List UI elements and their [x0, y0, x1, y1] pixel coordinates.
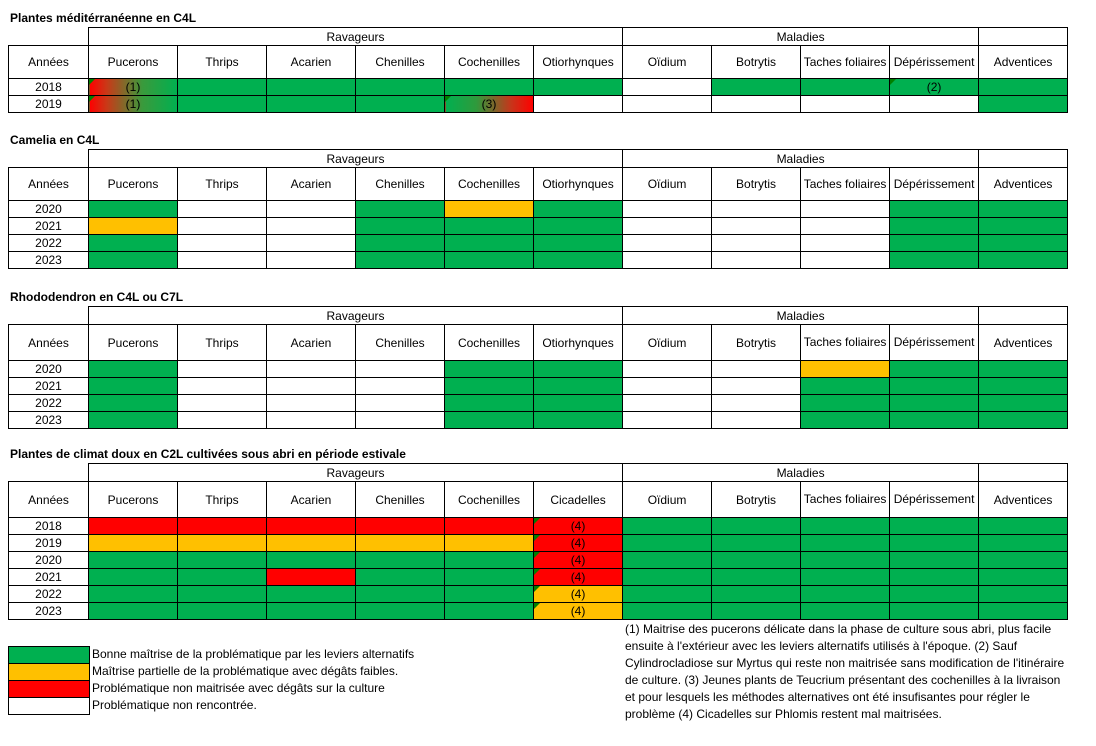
status-cell	[712, 552, 801, 569]
group-header-blank	[979, 307, 1068, 325]
status-cell	[178, 395, 267, 412]
section-title: Plantes méditérranéenne en C4L	[10, 11, 197, 25]
status-cell	[801, 378, 890, 395]
column-header-annees: Années	[9, 46, 89, 79]
table-row	[9, 412, 1068, 429]
status-cell	[623, 569, 712, 586]
column-header-deperissement: Dépérissement	[890, 46, 979, 79]
status-cell	[445, 361, 534, 378]
status-cell	[267, 412, 356, 429]
status-cell	[979, 252, 1068, 269]
footnote-marker: (4)	[570, 553, 586, 567]
status-cell	[356, 395, 445, 412]
column-header-botrytis: Botrytis	[712, 168, 801, 201]
column-header-cochenilles: Cochenilles	[445, 168, 534, 201]
status-cell	[534, 201, 623, 218]
status-cell	[890, 201, 979, 218]
column-header-cochenilles: Cochenilles	[445, 325, 534, 361]
status-cell	[89, 412, 178, 429]
status-cell	[89, 378, 178, 395]
year-cell: 2023	[9, 603, 89, 620]
group-header-ravageurs: Ravageurs	[89, 150, 623, 168]
footnote-marker: (4)	[570, 519, 586, 533]
table-row	[9, 569, 1068, 586]
status-cell	[890, 252, 979, 269]
status-cell	[356, 586, 445, 603]
status-cell	[267, 395, 356, 412]
status-cell	[267, 535, 356, 552]
status-cell	[979, 535, 1068, 552]
status-cell	[979, 412, 1068, 429]
status-cell	[178, 412, 267, 429]
column-header-acarien: Acarien	[267, 46, 356, 79]
year-cell: 2023	[9, 412, 89, 429]
legend-swatch	[8, 697, 90, 715]
column-header-oidium: Oïdium	[623, 168, 712, 201]
year-cell: 2019	[9, 535, 89, 552]
column-header-oidium: Oïdium	[623, 325, 712, 361]
table-row	[9, 586, 1068, 603]
status-cell	[801, 535, 890, 552]
status-cell	[89, 518, 178, 535]
table-row	[9, 79, 1068, 96]
column-header-pucerons: Pucerons	[89, 325, 178, 361]
legend-swatch	[8, 646, 90, 664]
status-cell	[445, 252, 534, 269]
group-header-maladies: Maladies	[623, 150, 979, 168]
status-cell	[979, 201, 1068, 218]
footnote-marker: (4)	[570, 604, 586, 618]
status-cell	[712, 518, 801, 535]
year-cell: 2019	[9, 96, 89, 113]
status-cell	[356, 378, 445, 395]
status-cell	[801, 218, 890, 235]
year-cell: 2022	[9, 586, 89, 603]
status-cell	[979, 395, 1068, 412]
status-cell	[890, 79, 979, 96]
year-cell: 2022	[9, 395, 89, 412]
status-cell	[712, 535, 801, 552]
status-cell	[178, 552, 267, 569]
status-cell	[534, 603, 623, 620]
status-cell	[267, 361, 356, 378]
status-cell	[801, 518, 890, 535]
column-header-cicadelles: Cicadelles	[534, 482, 623, 518]
status-cell	[712, 235, 801, 252]
status-cell	[801, 201, 890, 218]
status-cell	[534, 586, 623, 603]
year-cell: 2020	[9, 552, 89, 569]
status-cell	[267, 603, 356, 620]
group-header-maladies: Maladies	[623, 464, 979, 482]
status-cell	[623, 378, 712, 395]
table-row	[9, 603, 1068, 620]
column-header-otiorhynques: Otiorhynques	[534, 325, 623, 361]
status-cell	[623, 96, 712, 113]
status-cell	[623, 552, 712, 569]
status-cell	[445, 569, 534, 586]
status-cell	[890, 235, 979, 252]
status-cell	[979, 218, 1068, 235]
column-header-botrytis: Botrytis	[712, 325, 801, 361]
status-cell	[712, 586, 801, 603]
status-cell	[534, 569, 623, 586]
status-cell	[445, 235, 534, 252]
status-cell	[267, 586, 356, 603]
year-cell: 2020	[9, 201, 89, 218]
column-header-oidium: Oïdium	[623, 46, 712, 79]
status-cell	[178, 535, 267, 552]
status-cell	[623, 218, 712, 235]
column-header-pucerons: Pucerons	[89, 482, 178, 518]
status-cell	[89, 569, 178, 586]
section-title: Rhododendron en C4L ou C7L	[10, 290, 184, 304]
status-cell	[801, 603, 890, 620]
status-cell	[534, 361, 623, 378]
status-cell	[801, 569, 890, 586]
legend-label: Problématique non rencontrée.	[92, 698, 257, 712]
column-header-thrips: Thrips	[178, 482, 267, 518]
column-header-annees: Années	[9, 482, 89, 518]
legend-swatch	[8, 663, 90, 681]
status-cell	[267, 79, 356, 96]
status-table	[8, 27, 1068, 113]
status-cell	[534, 552, 623, 569]
status-cell	[267, 518, 356, 535]
column-header-acarien: Acarien	[267, 325, 356, 361]
status-cell	[178, 378, 267, 395]
status-cell	[979, 569, 1068, 586]
column-header-otiorhynques: Otiorhynques	[534, 46, 623, 79]
year-cell: 2023	[9, 252, 89, 269]
status-cell	[356, 96, 445, 113]
status-cell	[534, 235, 623, 252]
status-cell	[712, 201, 801, 218]
status-cell	[89, 235, 178, 252]
footnote-marker: (1)	[125, 97, 141, 111]
column-header-acarien: Acarien	[267, 168, 356, 201]
status-cell	[623, 395, 712, 412]
status-cell	[356, 552, 445, 569]
status-cell	[890, 378, 979, 395]
year-cell: 2018	[9, 518, 89, 535]
status-cell	[712, 252, 801, 269]
status-cell	[267, 252, 356, 269]
status-cell	[445, 412, 534, 429]
status-cell	[356, 79, 445, 96]
year-cell: 2022	[9, 235, 89, 252]
status-cell	[267, 552, 356, 569]
status-cell	[445, 586, 534, 603]
group-header-blank	[979, 464, 1068, 482]
status-cell	[356, 361, 445, 378]
status-cell	[178, 235, 267, 252]
status-cell	[534, 518, 623, 535]
status-cell	[623, 586, 712, 603]
column-header-taches: Taches foliaires	[801, 482, 890, 518]
legend-label: Bonne maîtrise de la problématique par les leviers alternatifs	[92, 647, 415, 661]
status-cell	[712, 603, 801, 620]
table-row	[9, 252, 1068, 269]
status-cell	[712, 412, 801, 429]
status-cell	[623, 603, 712, 620]
status-cell	[623, 201, 712, 218]
section-title: Plantes de climat doux en C2L cultivées sous abri en période estivale	[10, 447, 406, 461]
status-cell	[623, 79, 712, 96]
group-header-ravageurs: Ravageurs	[89, 28, 623, 46]
column-header-botrytis: Botrytis	[712, 46, 801, 79]
status-cell	[445, 201, 534, 218]
status-cell	[712, 378, 801, 395]
status-cell	[890, 586, 979, 603]
group-header-blank	[979, 150, 1068, 168]
status-cell	[356, 518, 445, 535]
status-cell	[890, 518, 979, 535]
status-cell	[801, 552, 890, 569]
table-row	[9, 518, 1068, 535]
status-cell	[89, 552, 178, 569]
header-spacer	[9, 307, 89, 325]
status-cell	[979, 79, 1068, 96]
status-cell	[979, 518, 1068, 535]
legend-swatch	[8, 680, 90, 698]
status-cell	[890, 603, 979, 620]
group-header-ravageurs: Ravageurs	[89, 307, 623, 325]
footnote-marker: (4)	[570, 536, 586, 550]
status-cell	[801, 361, 890, 378]
status-cell	[445, 518, 534, 535]
column-header-taches: Taches foliaires	[801, 168, 890, 201]
status-cell	[801, 412, 890, 429]
column-header-taches: Taches foliaires	[801, 325, 890, 361]
status-cell	[623, 361, 712, 378]
year-cell: 2021	[9, 569, 89, 586]
status-cell	[445, 552, 534, 569]
status-cell	[89, 201, 178, 218]
column-header-otiorhynques: Otiorhynques	[534, 168, 623, 201]
column-header-thrips: Thrips	[178, 168, 267, 201]
status-cell	[534, 96, 623, 113]
table-row	[9, 552, 1068, 569]
status-cell	[979, 552, 1068, 569]
legend-label: Maîtrise partielle de la problématique avec dégâts faibles.	[92, 664, 399, 678]
legend-label: Problématique non maitrisée avec dégâts sur la culture	[92, 681, 385, 695]
status-cell	[534, 252, 623, 269]
header-spacer	[9, 28, 89, 46]
column-header-chenilles: Chenilles	[356, 482, 445, 518]
footnote-marker: (4)	[570, 587, 586, 601]
status-cell	[979, 378, 1068, 395]
status-cell	[712, 96, 801, 113]
table-row	[9, 235, 1068, 252]
status-cell	[445, 96, 534, 113]
status-cell	[356, 235, 445, 252]
column-header-chenilles: Chenilles	[356, 46, 445, 79]
status-cell	[89, 535, 178, 552]
status-cell	[445, 218, 534, 235]
status-cell	[356, 603, 445, 620]
status-cell	[445, 535, 534, 552]
status-cell	[356, 252, 445, 269]
status-cell	[979, 96, 1068, 113]
group-header-maladies: Maladies	[623, 307, 979, 325]
year-cell: 2021	[9, 218, 89, 235]
column-header-deperissement: Dépérissement	[890, 168, 979, 201]
table-row	[9, 535, 1068, 552]
status-cell	[534, 395, 623, 412]
column-header-cochenilles: Cochenilles	[445, 46, 534, 79]
column-header-adventices: Adventices	[979, 325, 1068, 361]
status-cell	[89, 361, 178, 378]
status-cell	[178, 201, 267, 218]
status-table	[8, 149, 1068, 269]
status-cell	[89, 603, 178, 620]
column-header-adventices: Adventices	[979, 482, 1068, 518]
status-cell	[534, 378, 623, 395]
status-cell	[267, 96, 356, 113]
status-cell	[534, 218, 623, 235]
status-cell	[178, 96, 267, 113]
section-title: Camelia en C4L	[10, 133, 100, 147]
column-header-adventices: Adventices	[979, 46, 1068, 79]
status-cell	[623, 518, 712, 535]
status-cell	[267, 235, 356, 252]
status-cell	[801, 395, 890, 412]
status-table	[8, 306, 1068, 429]
status-cell	[178, 603, 267, 620]
status-cell	[890, 96, 979, 113]
status-cell	[89, 395, 178, 412]
status-cell	[89, 96, 178, 113]
status-cell	[89, 586, 178, 603]
column-header-deperissement: Dépérissement	[890, 482, 979, 518]
status-cell	[623, 535, 712, 552]
status-cell	[890, 395, 979, 412]
column-header-adventices: Adventices	[979, 168, 1068, 201]
status-cell	[623, 412, 712, 429]
status-cell	[801, 252, 890, 269]
status-cell	[89, 218, 178, 235]
column-header-deperissement: Dépérissement	[890, 325, 979, 361]
status-cell	[712, 395, 801, 412]
footnotes-text: (1) Maitrise des pucerons délicate dans la phase de culture sous abri, plus facile ensuite à l'extérieur avec les leviers alternatifs utilisés à l'époque. (2) Sauf Cylindrocladiose sur Myrtus qui reste non maitrisée sans modification de l'itinéraire de culture. (3) Jeunes plants de Teucrium présentant des cochenilles à la livraison et pour lesquels les méthodes alternatives ont été insufisantes pour régler le problème (4) Cicadelles sur Phlomis restent mal maitrisées.	[625, 622, 1065, 721]
status-cell	[356, 412, 445, 429]
status-cell	[979, 235, 1068, 252]
status-cell	[623, 235, 712, 252]
group-header-ravageurs: Ravageurs	[89, 464, 623, 482]
footnote-marker: (2)	[926, 80, 942, 94]
status-cell	[356, 201, 445, 218]
status-cell	[890, 535, 979, 552]
status-cell	[801, 235, 890, 252]
group-header-maladies: Maladies	[623, 28, 979, 46]
status-cell	[890, 361, 979, 378]
column-header-acarien: Acarien	[267, 482, 356, 518]
status-cell	[178, 518, 267, 535]
table-row	[9, 361, 1068, 378]
table-row	[9, 201, 1068, 218]
status-cell	[178, 79, 267, 96]
table-row	[9, 96, 1068, 113]
year-cell: 2020	[9, 361, 89, 378]
status-cell	[712, 79, 801, 96]
header-spacer	[9, 150, 89, 168]
status-cell	[979, 603, 1068, 620]
status-cell	[178, 569, 267, 586]
year-cell: 2018	[9, 79, 89, 96]
status-cell	[445, 603, 534, 620]
status-cell	[267, 218, 356, 235]
column-header-pucerons: Pucerons	[89, 168, 178, 201]
status-cell	[801, 96, 890, 113]
status-cell	[267, 378, 356, 395]
status-cell	[712, 218, 801, 235]
status-cell	[534, 79, 623, 96]
status-table	[8, 463, 1068, 620]
status-cell	[178, 361, 267, 378]
year-cell: 2021	[9, 378, 89, 395]
column-header-annees: Années	[9, 325, 89, 361]
column-header-chenilles: Chenilles	[356, 325, 445, 361]
table-row	[9, 218, 1068, 235]
column-header-pucerons: Pucerons	[89, 46, 178, 79]
status-cell	[356, 218, 445, 235]
status-cell	[445, 79, 534, 96]
column-header-botrytis: Botrytis	[712, 482, 801, 518]
status-cell	[445, 378, 534, 395]
status-cell	[267, 569, 356, 586]
table-row	[9, 395, 1068, 412]
status-cell	[712, 569, 801, 586]
column-header-oidium: Oïdium	[623, 482, 712, 518]
column-header-thrips: Thrips	[178, 325, 267, 361]
status-cell	[534, 535, 623, 552]
status-cell	[89, 79, 178, 96]
status-cell	[890, 218, 979, 235]
column-header-chenilles: Chenilles	[356, 168, 445, 201]
status-cell	[534, 412, 623, 429]
group-header-blank	[979, 28, 1068, 46]
status-cell	[712, 361, 801, 378]
status-cell	[445, 395, 534, 412]
status-cell	[890, 569, 979, 586]
footnote-marker: (3)	[481, 97, 497, 111]
status-cell	[890, 552, 979, 569]
status-cell	[979, 361, 1068, 378]
status-cell	[979, 586, 1068, 603]
footnote-marker: (1)	[125, 80, 141, 94]
status-cell	[801, 586, 890, 603]
column-header-taches: Taches foliaires	[801, 46, 890, 79]
column-header-thrips: Thrips	[178, 46, 267, 79]
header-spacer	[9, 464, 89, 482]
status-cell	[801, 79, 890, 96]
status-cell	[267, 201, 356, 218]
status-cell	[89, 252, 178, 269]
status-cell	[356, 569, 445, 586]
footnote-marker: (4)	[570, 570, 586, 584]
status-cell	[178, 218, 267, 235]
status-cell	[178, 252, 267, 269]
status-cell	[623, 252, 712, 269]
status-cell	[356, 535, 445, 552]
table-row	[9, 378, 1068, 395]
status-cell	[890, 412, 979, 429]
status-cell	[178, 586, 267, 603]
column-header-cochenilles: Cochenilles	[445, 482, 534, 518]
column-header-annees: Années	[9, 168, 89, 201]
